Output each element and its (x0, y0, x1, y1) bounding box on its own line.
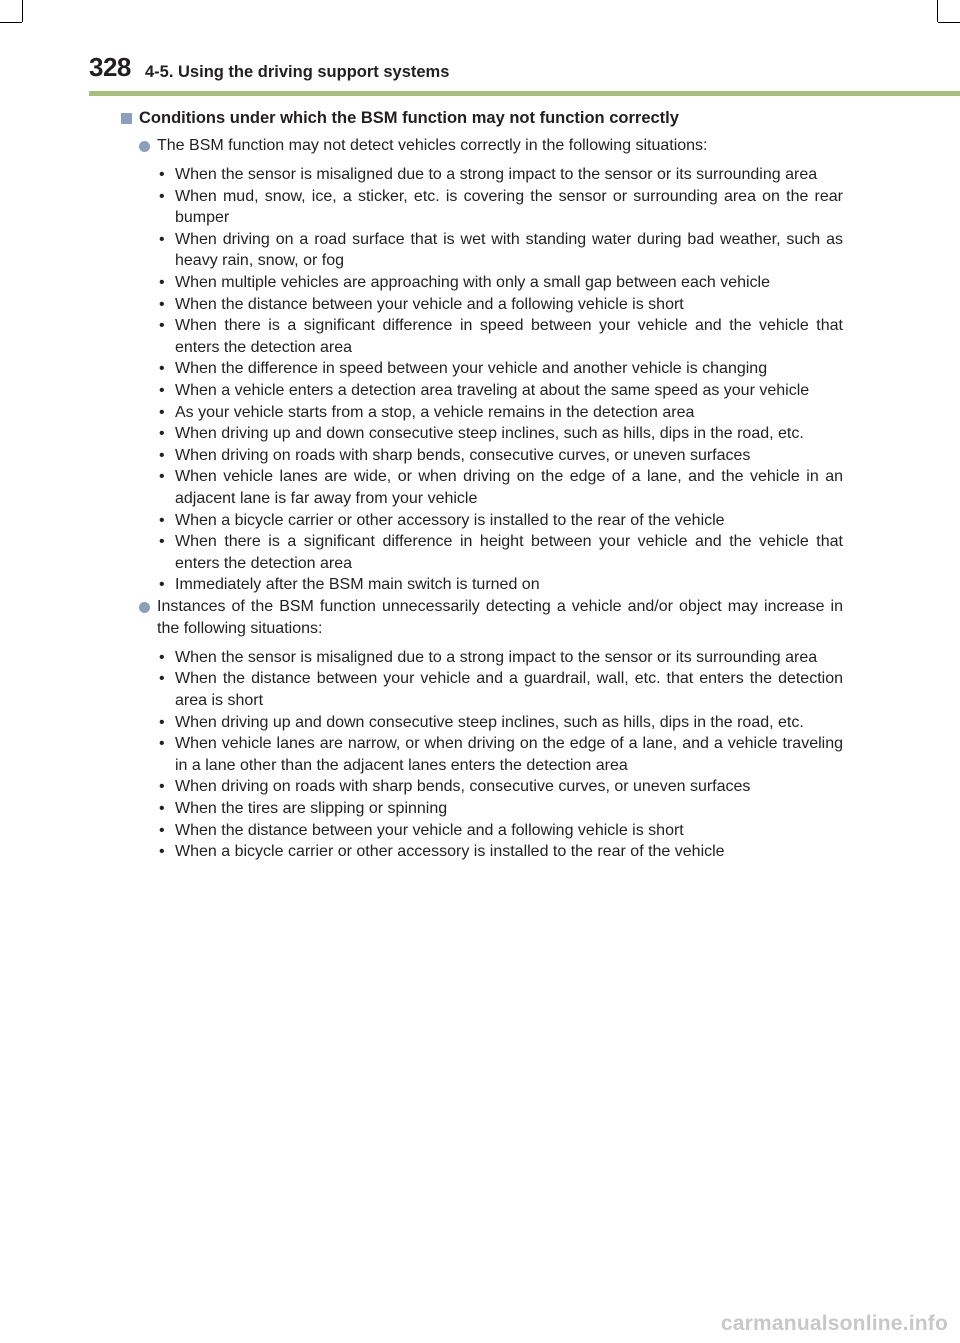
subheading (121, 106, 843, 130)
list-item: • When multiple vehicles are approaching with only a small gap between each vehicle (121, 272, 843, 294)
list-item: • When the tires are slipping or spinning (121, 798, 843, 820)
group2-intro-text: Instances of the BSM function unnecessarily detecting a vehicle and/or object may increase in the following situations: (157, 597, 843, 637)
list-item: • When the distance between your vehicle and a following vehicle is short (121, 820, 843, 842)
list-item: • When driving on roads with sharp bends, consecutive curves, or uneven surfaces (121, 776, 843, 798)
crop-mark-top-left-vertical (22, 0, 23, 22)
subheading-text: Conditions under which the BSM function may not function correctly (139, 109, 679, 127)
bullet-dot-icon: • (159, 735, 165, 753)
list-item: • When the sensor is misaligned due to a strong impact to the sensor or its surrounding area (121, 164, 843, 186)
section-title: 4-5. Using the driving support systems (145, 63, 450, 81)
list-item: • When a bicycle carrier or other accessory is installed to the rear of the vehicle (121, 841, 843, 863)
group1-intro (121, 135, 843, 157)
bullet-dot-icon: • (159, 425, 165, 443)
circle-bullet-icon (139, 602, 150, 613)
header-rule (89, 91, 960, 96)
list-item: • When driving up and down consecutive steep inclines, such as hills, dips in the road, etc. (121, 423, 843, 445)
bullet-dot-icon: • (159, 360, 165, 378)
bullet-dot-icon: • (159, 381, 165, 399)
list-item: • When the difference in speed between your vehicle and another vehicle is changing (121, 358, 843, 380)
circle-bullet-icon (139, 141, 150, 152)
crop-mark-top-right-horizontal (938, 22, 960, 23)
list-item: • When the distance between your vehicle and a following vehicle is short (121, 294, 843, 316)
list-item: • When there is a significant difference in height between your vehicle and the vehicle that enters the detection area (159, 533, 843, 572)
bullet-dot-icon: • (159, 533, 165, 551)
bullet-dot-icon: • (159, 800, 165, 818)
list-item: • As your vehicle starts from a stop, a vehicle remains in the detection area (121, 402, 843, 424)
page-number: 328 (89, 52, 131, 82)
bullet-dot-icon: • (159, 821, 165, 839)
bullet-dot-icon: • (159, 166, 165, 183)
bullet-dot-icon: • (159, 843, 165, 861)
list-item: • When mud, snow, ice, a sticker, etc. is covering the sensor or surrounding area on the rear bumper (159, 187, 843, 227)
list-item: • When driving on a road surface that is wet with standing water during bad weather, such as heavy rain, snow, or fog (159, 230, 843, 270)
watermark: carmanualsonline.info (720, 1312, 948, 1335)
bullet-dot-icon: • (159, 446, 165, 464)
bullet-dot-icon: • (159, 576, 165, 594)
group1-intro-text: The BSM function may not detect vehicles correctly in the following situations: (157, 137, 708, 154)
bullet-dot-icon: • (159, 648, 165, 666)
bullet-dot-icon: • (159, 187, 165, 205)
list-item: • When the sensor is misaligned due to a strong impact to the sensor or its surrounding area (121, 647, 843, 669)
bullet-dot-icon: • (159, 778, 165, 796)
group2-intro (121, 596, 843, 640)
bullet-dot-icon: • (159, 468, 165, 486)
group2-list (121, 647, 843, 863)
bullet-dot-icon: • (159, 713, 165, 731)
list-item: • When a bicycle carrier or other accessory is installed to the rear of the vehicle (121, 510, 843, 532)
list-item: • When there is a significant difference in speed between your vehicle and the vehicle that enters the detection area (159, 317, 843, 356)
bullet-dot-icon: • (159, 403, 165, 421)
group1-list (121, 164, 843, 596)
crop-mark-top-right-vertical (937, 0, 938, 22)
square-bullet-icon (121, 113, 132, 124)
bullet-dot-icon: • (159, 511, 165, 529)
bullet-dot-icon: • (159, 273, 165, 291)
crop-mark-top-left-horizontal (0, 22, 22, 23)
bullet-dot-icon: • (159, 295, 165, 313)
list-item: • When driving up and down consecutive steep inclines, such as hills, dips in the road, etc. (121, 712, 843, 734)
list-item: • When vehicle lanes are wide, or when driving on the edge of a lane, and the vehicle in an adjacent lane is far away from your vehicle (159, 468, 843, 507)
page-content (121, 106, 843, 863)
list-item: • Immediately after the BSM main switch is turned on (121, 574, 843, 596)
list-item: • When the distance between your vehicle and a guardrail, wall, etc. that enters the detection area is short (159, 670, 843, 710)
bullet-dot-icon: • (159, 230, 165, 248)
bullet-dot-icon: • (159, 670, 165, 688)
list-item: • When vehicle lanes are narrow, or when driving on the edge of a lane, and a vehicle traveling in a lane other than the adjacent lanes enters the detection area (159, 735, 843, 774)
bullet-dot-icon: • (159, 317, 165, 335)
list-item: • When a vehicle enters a detection area traveling at about the same speed as your vehicle (121, 380, 843, 402)
list-item: • When driving on roads with sharp bends, consecutive curves, or uneven surfaces (121, 445, 843, 467)
